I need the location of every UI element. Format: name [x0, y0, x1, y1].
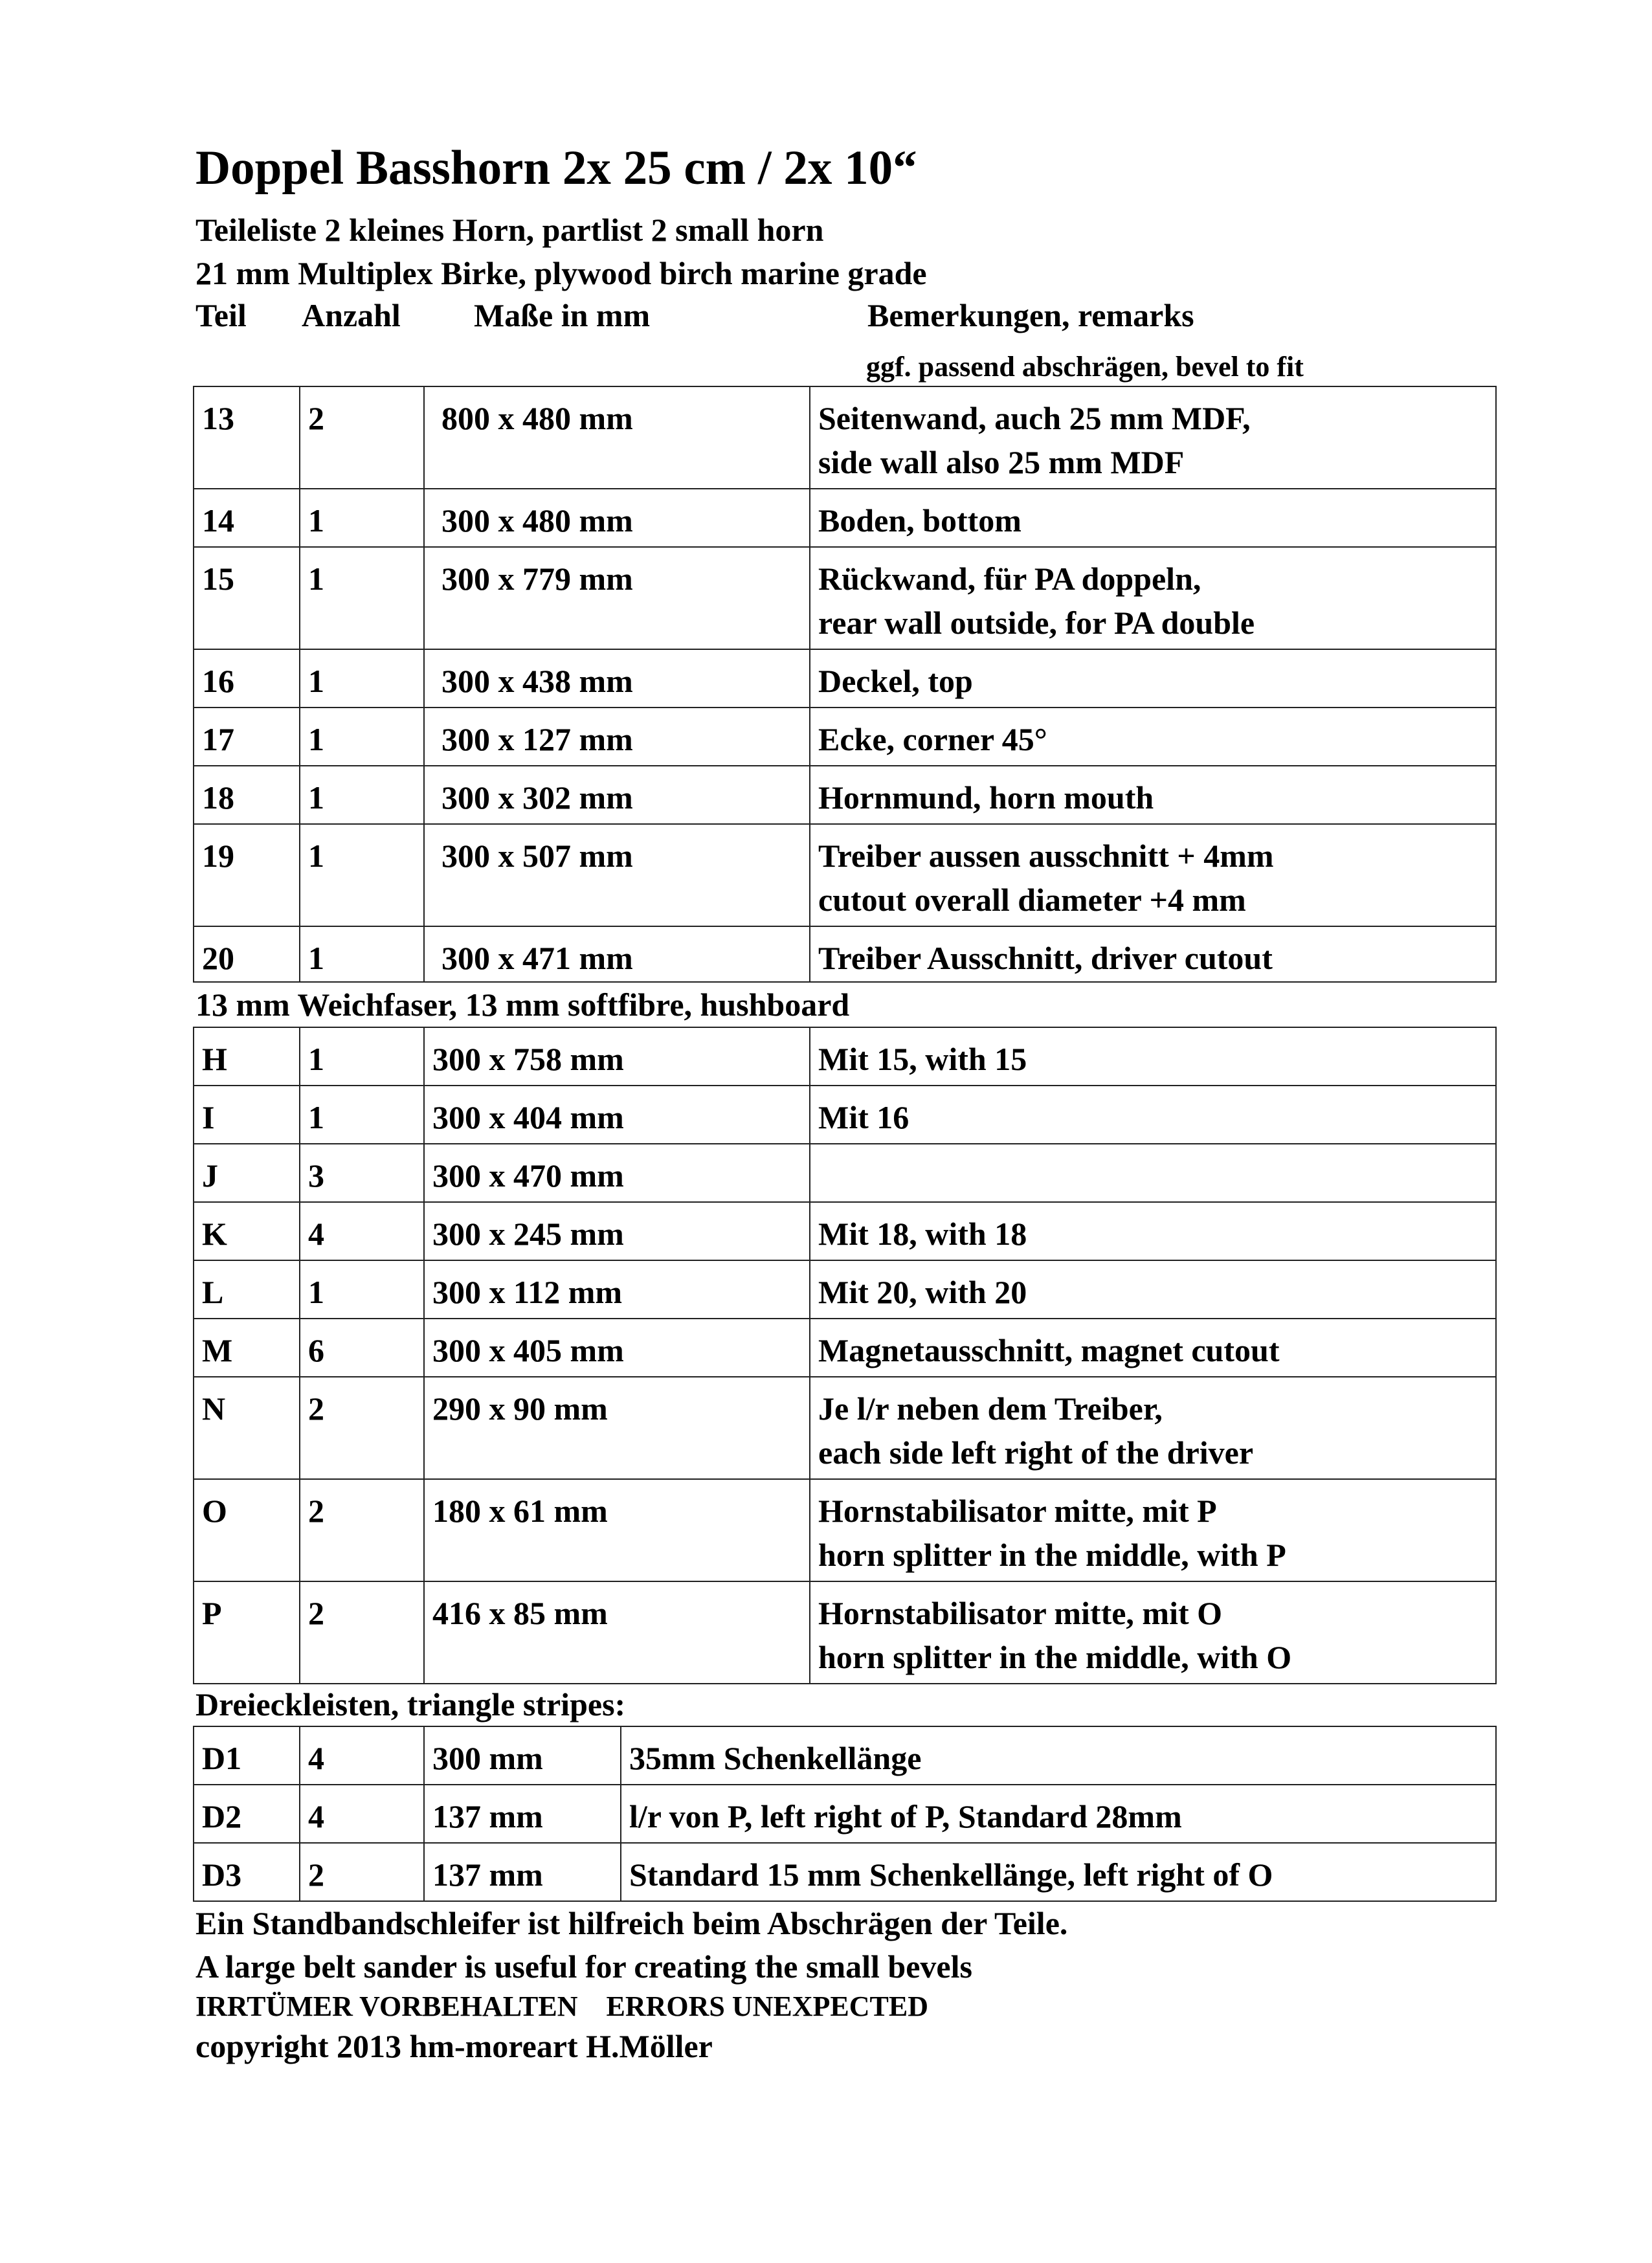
- part-id: L: [194, 1260, 300, 1319]
- part-id: P: [194, 1581, 300, 1684]
- part-id: H: [194, 1027, 300, 1086]
- footer-note-english: A large belt sander is useful for creating the small bevels: [195, 1948, 972, 1985]
- table-row: [194, 1377, 1496, 1479]
- table-row: [194, 547, 1496, 649]
- softfibre-section-title: 13 mm Weichfaser, 13 mm softfibre, hushboard: [195, 987, 850, 1023]
- part-dimensions: 180 x 61 mm: [424, 1479, 810, 1581]
- column-header-teil: Teil: [195, 297, 247, 333]
- part-id: 15: [194, 547, 300, 649]
- table-row: [194, 926, 1496, 982]
- footer-copyright: copyright 2013 hm-moreart H.Möller: [195, 2028, 713, 2064]
- part-quantity: 2: [300, 1843, 424, 1901]
- table-row: [194, 766, 1496, 824]
- part-quantity: 4: [300, 1726, 424, 1785]
- subtitle-partlist: Teileliste 2 kleines Horn, partlist 2 small horn: [195, 212, 824, 248]
- part-id: J: [194, 1144, 300, 1202]
- table-row: [194, 1785, 1496, 1843]
- part-remark: Mit 15, with 15: [810, 1027, 1496, 1086]
- part-quantity: 1: [300, 824, 424, 926]
- part-remark: Hornstabilisator mitte, mit P horn splitter in the middle, with P: [810, 1479, 1496, 1581]
- table-row: [194, 649, 1496, 708]
- part-dimensions: 300 x 471 mm: [424, 926, 810, 982]
- table-row: [194, 824, 1496, 926]
- part-quantity: 1: [300, 1260, 424, 1319]
- part-id: D1: [194, 1726, 300, 1785]
- part-remark: Mit 16: [810, 1086, 1496, 1144]
- footer-disclaimer: IRRTÜMER VORBEHALTEN ERRORS UNEXPECTED: [195, 1990, 928, 2022]
- column-header-anzahl: Anzahl: [302, 297, 401, 333]
- part-dimensions: 300 x 112 mm: [424, 1260, 810, 1319]
- part-dimensions: 300 x 779 mm: [424, 547, 810, 649]
- part-id: M: [194, 1319, 300, 1377]
- subtitle-material: 21 mm Multiplex Birke, plywood birch marine grade: [195, 255, 927, 291]
- part-quantity: 1: [300, 1027, 424, 1086]
- part-quantity: 1: [300, 708, 424, 766]
- triangle-parts-table: [193, 1726, 1497, 1902]
- part-dimensions: 290 x 90 mm: [424, 1377, 810, 1479]
- part-id: K: [194, 1202, 300, 1260]
- part-quantity: 4: [300, 1202, 424, 1260]
- part-dimensions: 137 mm: [424, 1843, 621, 1901]
- part-remark: Treiber aussen ausschnitt + 4mm cutout overall diameter +4 mm: [810, 824, 1496, 926]
- column-header-bemerkungen: Bemerkungen, remarks: [867, 297, 1194, 333]
- part-id: 17: [194, 708, 300, 766]
- part-remark: 35mm Schenkellänge: [621, 1726, 1496, 1785]
- table-row: [194, 708, 1496, 766]
- table-row: [194, 1479, 1496, 1581]
- part-remark: Deckel, top: [810, 649, 1496, 708]
- part-id: D3: [194, 1843, 300, 1901]
- table-row: [194, 1581, 1496, 1684]
- part-dimensions: 416 x 85 mm: [424, 1581, 810, 1684]
- part-quantity: 2: [300, 386, 424, 489]
- part-remark: Boden, bottom: [810, 489, 1496, 547]
- part-id: 20: [194, 926, 300, 982]
- part-id: D2: [194, 1785, 300, 1843]
- part-id: O: [194, 1479, 300, 1581]
- part-remark: Treiber Ausschnitt, driver cutout: [810, 926, 1496, 982]
- part-dimensions: 300 x 404 mm: [424, 1086, 810, 1144]
- table-row: [194, 489, 1496, 547]
- table-row: [194, 1202, 1496, 1260]
- part-remark: Ecke, corner 45°: [810, 708, 1496, 766]
- part-quantity: 3: [300, 1144, 424, 1202]
- table-row: [194, 1319, 1496, 1377]
- triangle-section-title: Dreieckleisten, triangle stripes:: [195, 1686, 626, 1722]
- part-id: I: [194, 1086, 300, 1144]
- part-dimensions: 300 x 127 mm: [424, 708, 810, 766]
- part-quantity: 2: [300, 1479, 424, 1581]
- part-remark: l/r von P, left right of P, Standard 28mm: [621, 1785, 1496, 1843]
- part-quantity: 6: [300, 1319, 424, 1377]
- plywood-parts-table: [193, 386, 1497, 983]
- part-dimensions: 300 x 507 mm: [424, 824, 810, 926]
- part-quantity: 1: [300, 926, 424, 982]
- table-row: [194, 1144, 1496, 1202]
- part-remark: Mit 20, with 20: [810, 1260, 1496, 1319]
- part-dimensions: 300 x 470 mm: [424, 1144, 810, 1202]
- part-remark: Seitenwand, auch 25 mm MDF, side wall also 25 mm MDF: [810, 386, 1496, 489]
- part-id: 16: [194, 649, 300, 708]
- part-quantity: 2: [300, 1581, 424, 1684]
- part-quantity: 4: [300, 1785, 424, 1843]
- part-quantity: 2: [300, 1377, 424, 1479]
- part-remark: Rückwand, für PA doppeln, rear wall outside, for PA double: [810, 547, 1496, 649]
- part-quantity: 1: [300, 766, 424, 824]
- part-quantity: 1: [300, 489, 424, 547]
- column-header-masse: Maße in mm: [474, 297, 651, 333]
- part-dimensions: 300 x 245 mm: [424, 1202, 810, 1260]
- table-row: [194, 386, 1496, 489]
- part-id: 18: [194, 766, 300, 824]
- part-quantity: 1: [300, 1086, 424, 1144]
- part-remark: Magnetausschnitt, magnet cutout: [810, 1319, 1496, 1377]
- part-dimensions: 800 x 480 mm: [424, 386, 810, 489]
- softfibre-parts-table: [193, 1027, 1497, 1684]
- part-id: 14: [194, 489, 300, 547]
- footer-note-german: Ein Standbandschleifer ist hilfreich beim Abschrägen der Teile.: [195, 1905, 1068, 1941]
- part-quantity: 1: [300, 649, 424, 708]
- table-row: [194, 1726, 1496, 1785]
- document-title: Doppel Basshorn 2x 25 cm / 2x 10“: [195, 141, 917, 195]
- part-dimensions: 137 mm: [424, 1785, 621, 1843]
- part-id: 13: [194, 386, 300, 489]
- part-remark: Standard 15 mm Schenkellänge, left right of O: [621, 1843, 1496, 1901]
- part-id: 19: [194, 824, 300, 926]
- part-dimensions: 300 mm: [424, 1726, 621, 1785]
- part-quantity: 1: [300, 547, 424, 649]
- table-row: [194, 1086, 1496, 1144]
- part-dimensions: 300 x 405 mm: [424, 1319, 810, 1377]
- table-row: [194, 1260, 1496, 1319]
- part-remark: Hornmund, horn mouth: [810, 766, 1496, 824]
- part-remark: Hornstabilisator mitte, mit O horn splitter in the middle, with O: [810, 1581, 1496, 1684]
- part-remark: Mit 18, with 18: [810, 1202, 1496, 1260]
- part-dimensions: 300 x 480 mm: [424, 489, 810, 547]
- part-id: N: [194, 1377, 300, 1479]
- table-row: [194, 1027, 1496, 1086]
- part-remark: [810, 1144, 1496, 1202]
- table-row: [194, 1843, 1496, 1901]
- part-dimensions: 300 x 758 mm: [424, 1027, 810, 1086]
- part-remark: Je l/r neben dem Treiber, each side left right of the driver: [810, 1377, 1496, 1479]
- part-dimensions: 300 x 302 mm: [424, 766, 810, 824]
- part-dimensions: 300 x 438 mm: [424, 649, 810, 708]
- bevel-note: ggf. passend abschrägen, bevel to fit: [866, 351, 1304, 383]
